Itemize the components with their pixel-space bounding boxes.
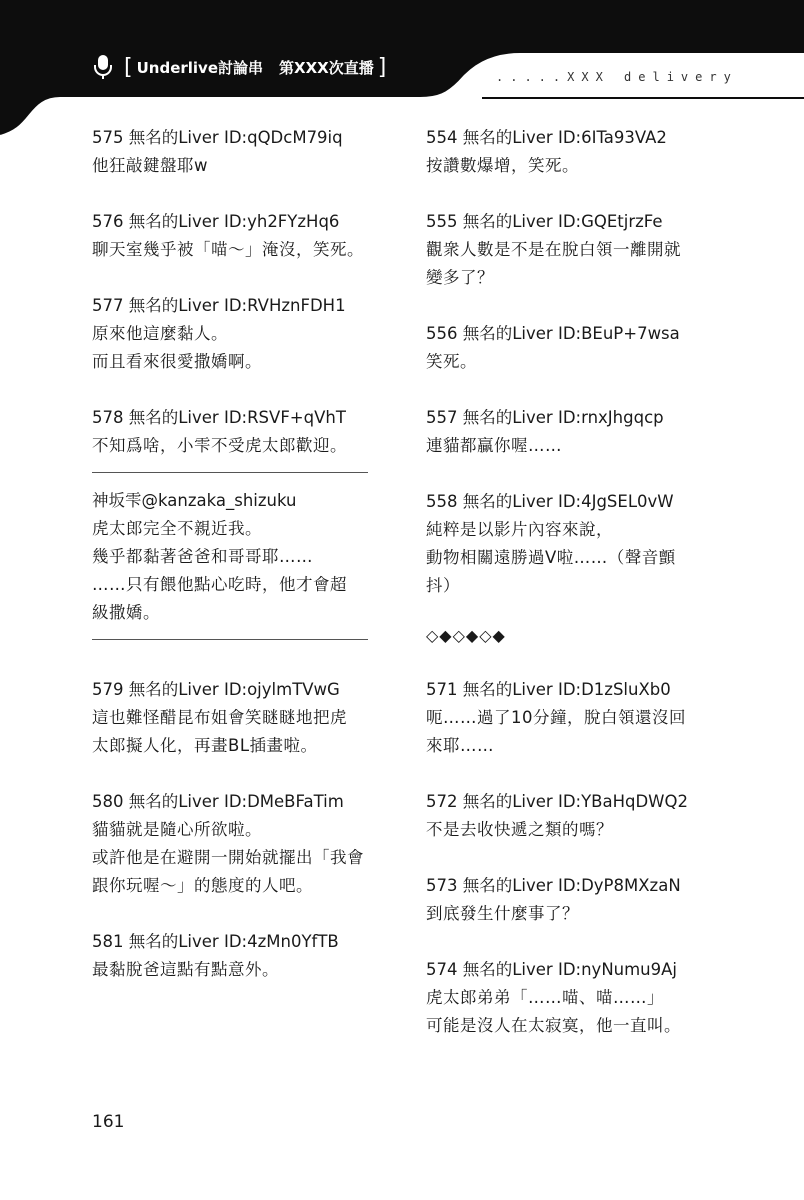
post bbox=[426, 872, 714, 928]
post-header: 579 無名的Liver ID:ojylmTVwG bbox=[92, 680, 340, 699]
post bbox=[92, 208, 380, 264]
quote-divider-bottom bbox=[92, 639, 368, 640]
spacer bbox=[92, 654, 380, 676]
post-body-line: 而且看來很愛撒嬌啊。 bbox=[92, 352, 262, 371]
post-body-line: 觀衆人數是不是在脫白領一離開就 bbox=[426, 240, 681, 259]
post-header: 572 無名的Liver ID:YBaHqDWQ2 bbox=[426, 792, 688, 811]
post-body-line: 最黏脫爸這點有點意外。 bbox=[92, 960, 279, 979]
microphone-icon bbox=[92, 53, 114, 81]
post bbox=[426, 676, 714, 760]
post bbox=[426, 488, 714, 600]
title-bracket-close: ] bbox=[377, 54, 387, 80]
post bbox=[426, 320, 714, 376]
post-body-line: 變多了？ bbox=[426, 268, 494, 287]
post-header: 577 無名的Liver ID:RVHznFDH1 bbox=[92, 296, 346, 315]
post bbox=[426, 124, 714, 180]
post-body-line: 到底發生什麼事了？ bbox=[426, 904, 579, 923]
post-body-line: 太郎擬人化，再畫BL插畫啦。 bbox=[92, 736, 318, 755]
post-header: 575 無名的Liver ID:qQDcM79iq bbox=[92, 128, 343, 147]
post-body-line: 呃……過了10分鐘，脫白領還沒回 bbox=[426, 708, 686, 727]
post-body-line: 或許他是在避開一開始就擺出「我會 bbox=[92, 848, 364, 867]
post bbox=[426, 404, 714, 460]
quote-divider-top bbox=[92, 472, 368, 473]
tweet-line: 幾乎都黏著爸爸和哥哥耶…… bbox=[92, 547, 313, 566]
post-header: 574 無名的Liver ID:nyNumu9Aj bbox=[426, 960, 678, 979]
post-body-line: 連貓都贏你喔…… bbox=[426, 436, 562, 455]
post-body-line: 不是去收快遞之類的嗎？ bbox=[426, 820, 613, 839]
tweet-author: 神坂雫@kanzaka_shizuku bbox=[92, 491, 297, 510]
post bbox=[92, 928, 380, 984]
post-body-line: 按讚數爆增，笑死。 bbox=[426, 156, 579, 175]
post-header: 554 無名的Liver ID:6ITa93VA2 bbox=[426, 128, 667, 147]
post bbox=[426, 208, 714, 292]
right-column bbox=[426, 124, 714, 1068]
post-body-line: 純粹是以影片內容來說， bbox=[426, 520, 613, 539]
post-header: 573 無名的Liver ID:DyP8MXzaN bbox=[426, 876, 681, 895]
post-header: 556 無名的Liver ID:BEuP+7wsa bbox=[426, 324, 680, 343]
post-header: 578 無名的Liver ID:RSVF+qVhT bbox=[92, 408, 346, 427]
post-body-line: 不知爲啥，小雫不受虎太郎歡迎。 bbox=[92, 436, 347, 455]
post-body-line: 跟你玩喔〜」的態度的人吧。 bbox=[92, 876, 313, 895]
left-column bbox=[92, 124, 380, 1012]
post-body-line: 抖） bbox=[426, 576, 460, 595]
post bbox=[92, 788, 380, 900]
tweet-quote bbox=[92, 487, 380, 627]
header-subtitle: .....XXX delivery bbox=[496, 70, 738, 84]
post bbox=[92, 404, 380, 460]
header-title bbox=[92, 52, 390, 82]
post-header: 580 無名的Liver ID:DMeBFaTim bbox=[92, 792, 344, 811]
post-header: 576 無名的Liver ID:yh2FYzHq6 bbox=[92, 212, 340, 231]
post-body-line: 他狂敲鍵盤耶w bbox=[92, 156, 208, 175]
post-header: 557 無名的Liver ID:rnxJhgqcp bbox=[426, 408, 664, 427]
thread-name: Underlive討論串 bbox=[136, 58, 263, 77]
post-header: 581 無名的Liver ID:4zMn0YfTB bbox=[92, 932, 339, 951]
post-body-line: 動物相關遠勝過V啦……（聲音顫 bbox=[426, 548, 676, 567]
post-body-line: 虎太郎弟弟「……喵、喵……」 bbox=[426, 988, 664, 1007]
page-number: 161 bbox=[92, 1112, 125, 1132]
post-body-line: 這也難怪醋昆布姐會笑瞇瞇地把虎 bbox=[92, 708, 347, 727]
tweet-line: 虎太郎完全不親近我。 bbox=[92, 519, 262, 538]
scene-separator: ◇◆◇◆◇◆ bbox=[426, 626, 506, 645]
post bbox=[426, 956, 714, 1040]
post bbox=[92, 676, 380, 760]
post-header: 555 無名的Liver ID:GQEtjrzFe bbox=[426, 212, 663, 231]
tweet-line: 級撒嬌。 bbox=[92, 603, 160, 622]
post bbox=[426, 788, 714, 844]
post bbox=[92, 124, 380, 180]
post-body-line: 來耶…… bbox=[426, 736, 494, 755]
title-bracket-open: [ bbox=[124, 54, 133, 80]
post-body-line: 原來他這麼黏人。 bbox=[92, 324, 228, 343]
post-header: 571 無名的Liver ID:D1zSluXb0 bbox=[426, 680, 671, 699]
post-body-line: 貓貓就是隨心所欲啦。 bbox=[92, 820, 262, 839]
post bbox=[92, 292, 380, 376]
tweet-line: ……只有餵他點心吃時，他才會超 bbox=[92, 575, 347, 594]
thread-title: 第XXX次直播 bbox=[279, 58, 374, 77]
post-header: 558 無名的Liver ID:4JgSEL0vW bbox=[426, 492, 674, 511]
post-body-line: 聊天室幾乎被「喵〜」淹沒，笑死。 bbox=[92, 240, 364, 259]
post-body-line: 笑死。 bbox=[426, 352, 477, 371]
post-body-line: 可能是沒人在太寂寞，他一直叫。 bbox=[426, 1016, 681, 1035]
